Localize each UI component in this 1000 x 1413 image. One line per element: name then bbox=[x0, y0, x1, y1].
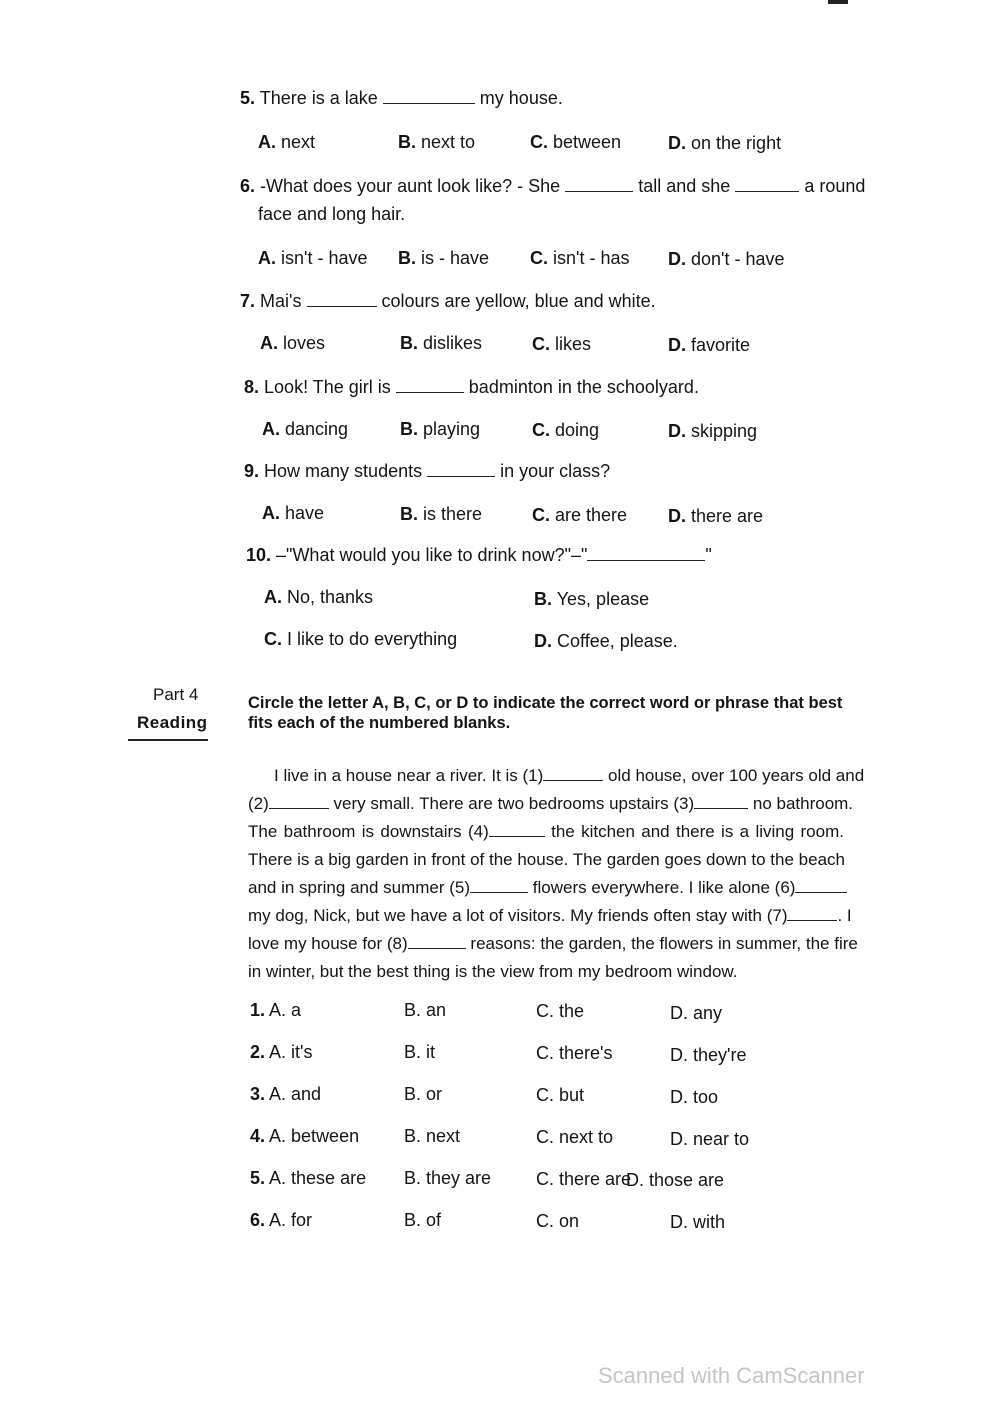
question-6-line-2: face and long hair. bbox=[258, 204, 406, 224]
passage-line: (2) very small. There are two bedrooms upstairs (3) no bathroom. bbox=[248, 794, 854, 813]
q5-option-a: A. next bbox=[258, 132, 316, 152]
answer-blank bbox=[543, 766, 603, 781]
instruction: Circle the letter A, B, C, or D to indicate the correct word or phrase that best fits each of the numbered blanks. bbox=[248, 694, 843, 732]
answer-blank bbox=[489, 822, 545, 837]
q8-option-c: C. doing bbox=[532, 420, 600, 440]
passage-line: The bathroom is downstairs (4) the kitchen and there is a living room. bbox=[248, 822, 844, 841]
corner-mark bbox=[828, 0, 848, 4]
part-name: Reading bbox=[137, 713, 208, 732]
answer-row-5-d: D. those are bbox=[626, 1170, 725, 1190]
q7-option-a: A. loves bbox=[260, 333, 326, 353]
part-label: Part 4 bbox=[153, 685, 199, 704]
question-9: 9. How many students in your class? bbox=[244, 461, 611, 481]
answer-row-5-b: B. they are bbox=[404, 1168, 492, 1188]
q9-option-d: D. there are bbox=[668, 506, 764, 526]
q7-option-d: D. favorite bbox=[668, 335, 751, 355]
q10-option-c: C. I like to do everything bbox=[264, 629, 458, 649]
passage-line: and in spring and summer (5) flowers everywhere. I like alone (6) bbox=[248, 874, 844, 902]
answer-blank bbox=[694, 794, 748, 809]
q6-option-d: D. don't - have bbox=[668, 249, 785, 269]
q9-option-a: A. have bbox=[262, 503, 325, 523]
passage-line: There is a big garden in front of the house. The garden goes down to the beach bbox=[248, 850, 845, 869]
question-10: 10. –"What would you like to drink now?"–" " bbox=[246, 545, 712, 565]
question-7: 7. Mai's colours are yellow, blue and white. bbox=[240, 291, 656, 311]
q7-option-c: C. likes bbox=[532, 334, 592, 354]
q6-option-b: B. is - have bbox=[398, 248, 490, 268]
q5-option-c: C. between bbox=[530, 132, 622, 152]
answer-blank bbox=[408, 934, 466, 949]
q8-option-a: A. dancing bbox=[262, 419, 349, 439]
answer-row-2-c: C. there's bbox=[536, 1043, 613, 1063]
answer-row-4-a: 4. A. between bbox=[250, 1126, 360, 1146]
answer-row-2-b: B. it bbox=[404, 1042, 436, 1062]
answer-row-3-d: D. too bbox=[670, 1087, 719, 1107]
answer-blank bbox=[735, 177, 799, 192]
passage-line: in winter, but the best thing is the view from my bedroom window. bbox=[248, 962, 738, 981]
answer-blank bbox=[307, 292, 377, 307]
part-underline bbox=[128, 739, 208, 741]
q9-option-b: B. is there bbox=[400, 504, 483, 524]
answer-row-5-a: 5. A. these are bbox=[250, 1168, 367, 1188]
passage-line: my dog, Nick, but we have a lot of visitors. My friends often stay with (7) . I bbox=[248, 906, 852, 925]
answer-row-1-b: B. an bbox=[404, 1000, 447, 1020]
q8-option-d: D. skipping bbox=[668, 421, 758, 441]
answer-row-1-c: C. the bbox=[536, 1001, 585, 1021]
answer-row-6-b: B. of bbox=[404, 1210, 442, 1230]
q7-option-b: B. dislikes bbox=[400, 333, 483, 353]
answer-blank bbox=[565, 177, 633, 192]
passage-line: love my house for (8) reasons: the garden, the flowers in summer, the fire bbox=[248, 934, 858, 953]
q10-option-b: B. Yes, please bbox=[534, 589, 650, 609]
answer-row-6-a: 6. A. for bbox=[250, 1210, 313, 1230]
question-5: 5. There is a lake my house. bbox=[240, 88, 563, 108]
answer-blank bbox=[269, 794, 329, 809]
passage-line: I live in a house near a river. It is (1) old house, over 100 years old and bbox=[274, 766, 865, 785]
answer-row-4-b: B. next bbox=[404, 1126, 461, 1146]
answer-row-3-a: 3. A. and bbox=[250, 1084, 322, 1104]
answer-row-6-c: C. on bbox=[536, 1211, 580, 1231]
answer-row-4-d: D. near to bbox=[670, 1129, 750, 1149]
answer-blank bbox=[396, 378, 464, 393]
answer-blank bbox=[787, 906, 837, 921]
scanner-watermark: Scanned with CamScanner bbox=[598, 1363, 865, 1388]
q5-option-b: B. next to bbox=[398, 132, 476, 152]
answer-blank bbox=[427, 462, 495, 477]
answer-blank bbox=[587, 546, 705, 561]
answer-row-1-a: 1. A. a bbox=[250, 1000, 302, 1020]
answer-row-5-c: C. there are bbox=[536, 1169, 632, 1189]
answer-row-4-c: C. next to bbox=[536, 1127, 614, 1147]
answer-row-6-d: D. with bbox=[670, 1212, 726, 1232]
answer-blank bbox=[383, 89, 475, 104]
question-8: 8. Look! The girl is badminton in the schoolyard. bbox=[244, 377, 699, 397]
q10-option-a: A. No, thanks bbox=[264, 587, 374, 607]
q8-option-b: B. playing bbox=[400, 419, 481, 439]
q9-option-c: C. are there bbox=[532, 505, 628, 525]
q6-option-c: C. isn't - has bbox=[530, 248, 630, 268]
answer-row-2-a: 2. A. it's bbox=[250, 1042, 313, 1062]
answer-row-1-d: D. any bbox=[670, 1003, 723, 1023]
answer-row-3-b: B. or bbox=[404, 1084, 443, 1104]
q10-option-d: D. Coffee, please. bbox=[534, 631, 678, 651]
question-6: 6. -What does your aunt look like? - She tall and she a round bbox=[240, 176, 866, 196]
reading-passage bbox=[248, 762, 865, 986]
answer-row-2-d: D. they're bbox=[670, 1045, 747, 1065]
answer-blank bbox=[795, 878, 847, 893]
q5-option-d: D. on the right bbox=[668, 133, 782, 153]
answer-blank bbox=[470, 878, 528, 893]
answer-row-3-c: C. but bbox=[536, 1085, 585, 1105]
q6-option-a: A. isn't - have bbox=[258, 248, 368, 268]
